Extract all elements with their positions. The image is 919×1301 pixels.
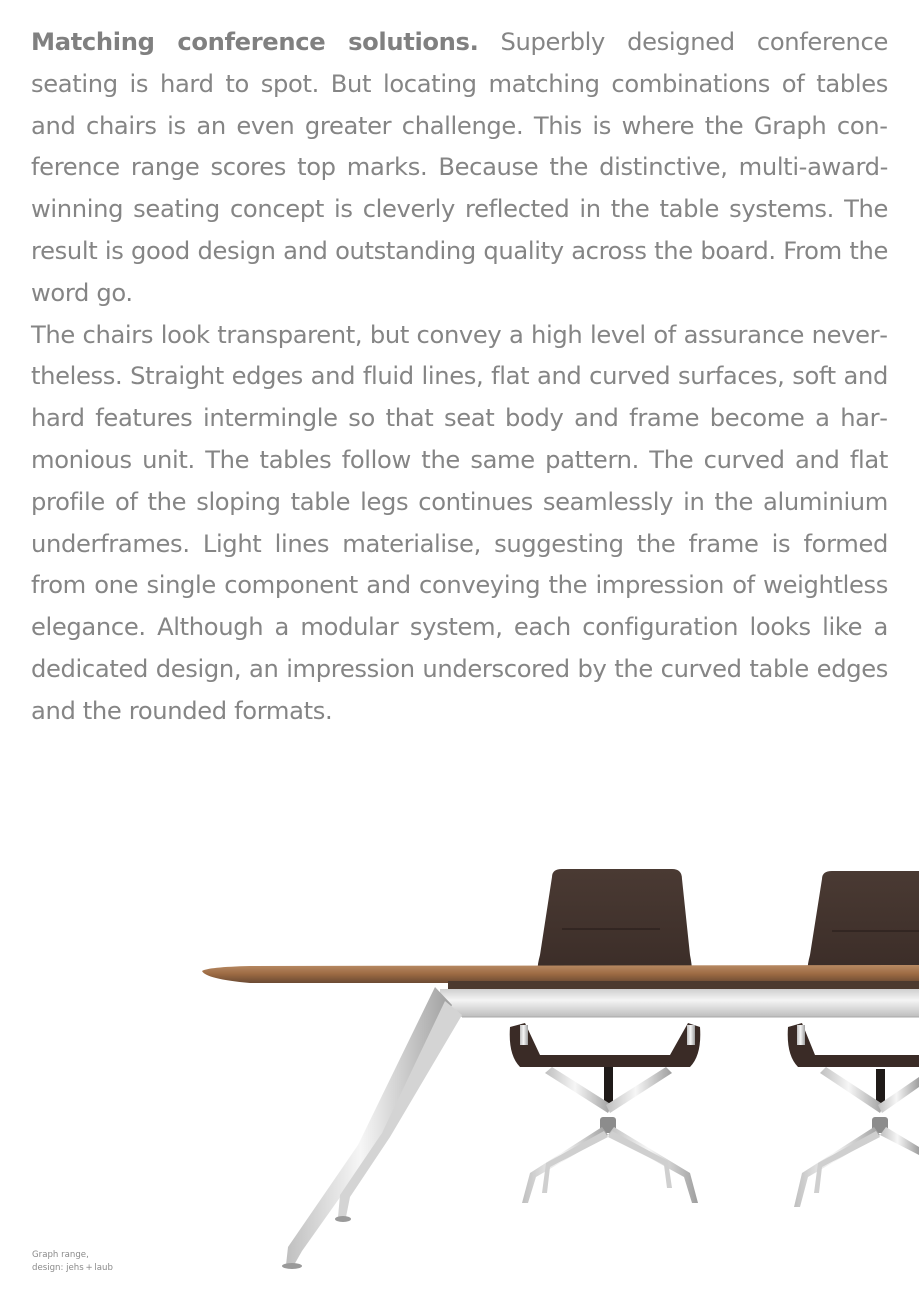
chair-1 [510, 869, 701, 1203]
table [202, 965, 919, 1269]
article-body [31, 22, 888, 733]
chair-2 [788, 871, 919, 1207]
product-photo [190, 855, 919, 1275]
paragraph-1 [31, 22, 888, 315]
lead-in-heading: Matching conference solutions. [31, 28, 479, 56]
paragraph-2: The chairs look transparent, but convey a high level of assurance nevertheless. Straight edges and fluid lines, flat and curved surfaces, soft and hard features intermingle so that seat body and frame become a harmonious unit. The tables follow the same pattern. The curved and flat profile of the sloping table legs continues seamlessly in the aluminium underframes. Light lines materialise, suggesting the frame is formed from one single component and conveying the impression of weightless elegance. Although a modular system, each configuration looks like a dedicated design, an impression underscored by the curved table edges and the rounded formats. [31, 320, 888, 725]
caption-line-1: Graph range, [32, 1250, 89, 1260]
caption-line-2: design: jehs + laub [32, 1262, 113, 1273]
paragraph-1-text: Superbly designed conference seating is hard to spot. But locating matching combinations of tables and chairs is an even greater challenge. This is where the Graph conference range scores top marks. Because the distinctive, multi-award-winning seating concept is cleverly reflected in the table systems. The result is good design and outstanding quality across the board. From the word go. [31, 28, 889, 307]
photo-caption [32, 1249, 113, 1274]
conference-table-illustration [190, 855, 919, 1275]
